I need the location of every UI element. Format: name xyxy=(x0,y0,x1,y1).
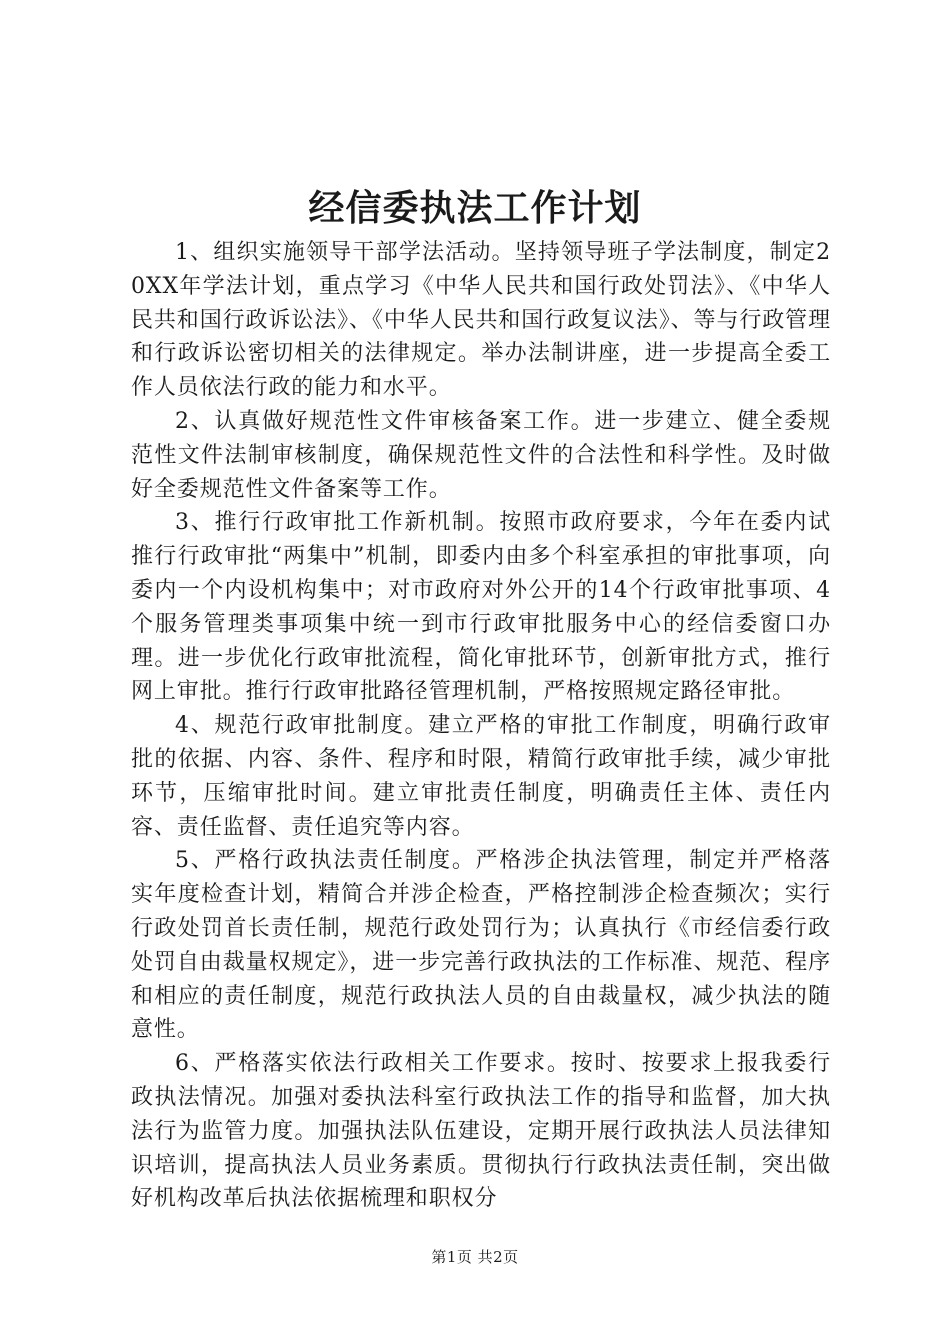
paragraph-5: 5、严格行政执法责任制度。严格涉企执法管理，制定并严格落实年度检查计划，精简合并涉企检查，严格控制涉企检查频次；实行行政处罚首长责任制，规范行政处罚行为；认真执行《市经信委行政处罚自由裁量权规定》，进一步完善行政执法的工作标准、规范、程序和相应的责任制度，规范行政执法人员的自由裁量权，减少执法的随意性。 xyxy=(131,848,831,1043)
paragraph-2: 2、认真做好规范性文件审核备案工作。进一步建立、健全委规范性文件法制审核制度，确保规范性文件的合法性和科学性。及时做好全委规范性文件备案等工作。 xyxy=(131,408,831,502)
paragraph-3: 3、推行行政审批工作新机制。按照市政府要求，今年在委内试推行行政审批“两集中”机制，即委内由多个科室承担的审批事项，向委内一个内设机构集中；对市政府对外公开的14个行政审批事项、4个服务管理类事项集中统一到市行政审批服务中心的经信委窗口办理。进一步优化行政审批流程，简化审批环节，创新审批方式，推行网上审批。推行行政审批路径管理机制，严格按照规定路径审批。 xyxy=(131,510,831,705)
paragraph-1: 1、组织实施领导干部学法活动。坚持领导班子学法制度，制定20XX年学法计划，重点学习《中华人民共和国行政处罚法》、《中华人民共和国行政诉讼法》、《中华人民共和国行政复议法》、等与行政管理和行政诉讼密切相关的法律规定。举办法制讲座，进一步提高全委工作人员依法行政的能力和水平。 xyxy=(131,240,831,401)
document-title: 经信委执法工作计划 xyxy=(308,187,642,229)
document-body xyxy=(131,236,831,1216)
page-number: 第1页 共2页 xyxy=(431,1248,519,1266)
paragraph-4: 4、规范行政审批制度。建立严格的审批工作制度，明确行政审批的依据、内容、条件、程序和时限，精简行政审批手续，减少审批环节，压缩审批时间。建立审批责任制度，明确责任主体、责任内容、责任监督、责任追究等内容。 xyxy=(131,713,831,840)
paragraph-6: 6、严格落实依法行政相关工作要求。按时、按要求上报我委行政执法情况。加强对委执法科室行政执法工作的指导和监督，加大执法行为监管力度。加强执法队伍建设，定期开展行政执法人员法律知识培训，提高执法人员业务素质。贯彻执行行政执法责任制，突出做好机构改革后执法依据梳理和职权分 xyxy=(131,1051,831,1212)
